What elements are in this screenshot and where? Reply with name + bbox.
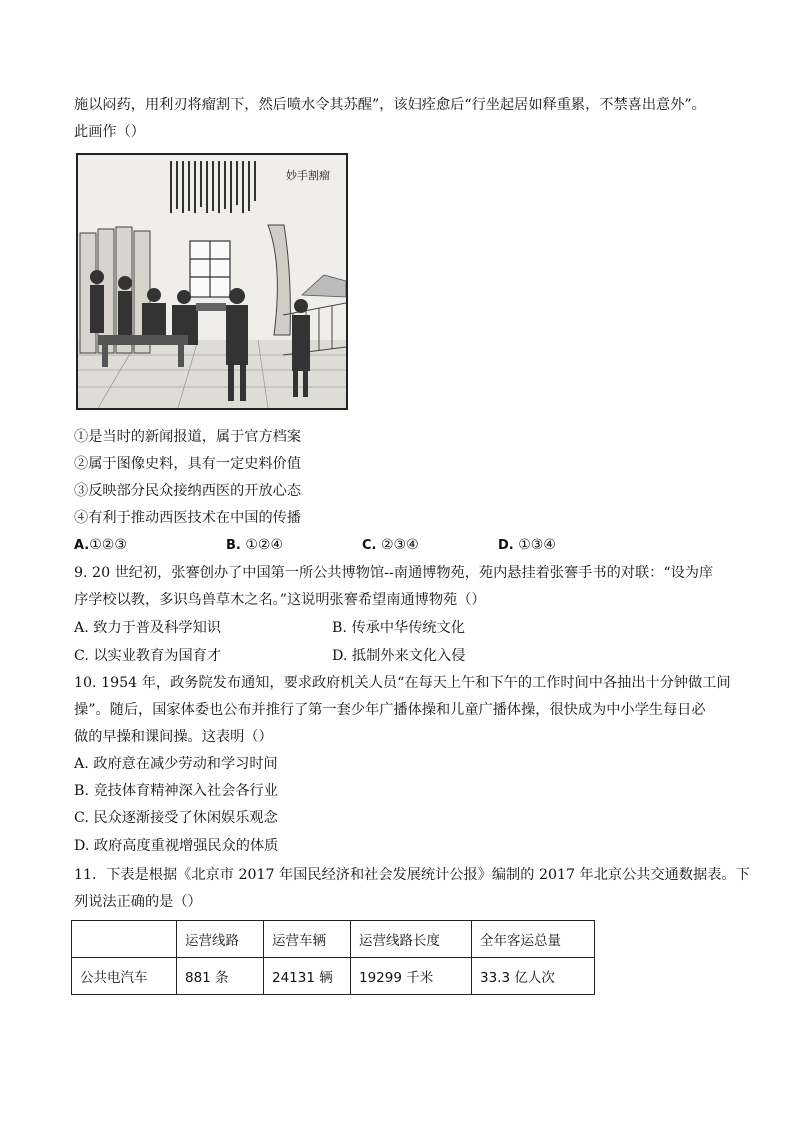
q8-option-c[interactable] (362, 537, 419, 553)
table-row (72, 958, 595, 995)
table-header-cell: 运营线路 (177, 921, 264, 958)
q8-stem-line-2: 此画作（） (74, 124, 145, 140)
figure-caption: 妙手割瘤 (286, 169, 330, 182)
q8-option-b-text: ①②④ (245, 537, 284, 553)
table-cell: 19299 千米 (351, 958, 472, 995)
table-header-cell (72, 921, 177, 958)
q11-stem-line-2: 列说法正确的是（） (74, 894, 202, 910)
q8-option-a-text: ①②③ (89, 537, 127, 553)
q8-option-d[interactable] (498, 537, 556, 553)
q9-option-c[interactable]: C. 以实业教育为国育才 (74, 648, 222, 664)
q11-stem-line-1: 11．下表是根据《北京市 2017 年国民经济和社会发展统计公报》编制的 2017 年北京公共交通数据表。下 (74, 867, 750, 883)
table-cell: 881 条 (177, 958, 264, 995)
q9-option-b[interactable]: B. 传承中华传统文化 (332, 620, 465, 636)
table-cell: 公共电汽车 (72, 958, 177, 995)
q10-stem-line-3: 做的早操和课间操。这表明（） (74, 729, 273, 745)
q10-option-d[interactable]: D. 政府高度重视增强民众的体质 (74, 838, 279, 854)
q10-stem-line-2: 操”。随后，国家体委也公布并推行了第一套少年广播体操和儿童广播体操，很快成为中小学生每日必 (74, 702, 706, 718)
q8-option-a-letter: A. (74, 538, 90, 553)
q8-option-c-letter: C. (362, 538, 377, 553)
transit-data-table (71, 920, 595, 995)
q8-option-b-letter: B. (226, 538, 241, 553)
q10-option-b[interactable]: B. 竞技体育精神深入社会各行业 (74, 783, 278, 799)
q8-statement-4: ④有利于推动西医技术在中国的传播 (74, 510, 302, 526)
q9-option-d[interactable]: D. 抵制外来文化入侵 (332, 648, 466, 664)
q9-stem-line-1: 9. 20 世纪初，张謇创办了中国第一所公共博物馆--南通博物苑，苑内悬挂着张謇手书的对联：“设为庠 (74, 565, 714, 581)
table-cell: 24131 辆 (264, 958, 351, 995)
table-cell: 33.3 亿人次 (472, 958, 595, 995)
q8-option-d-text: ①③④ (518, 537, 556, 553)
q9-option-a[interactable]: A. 致力于普及科学知识 (74, 620, 221, 636)
q8-option-a[interactable] (74, 537, 127, 553)
q10-stem-line-1: 10. 1954 年，政务院发布通知，要求政府机关人员“在每天上午和下午的工作时间中各抽出十分钟做工间 (74, 675, 731, 691)
q8-option-d-letter: D. (498, 538, 514, 553)
q8-stem-line-1: 施以闷药，用利刃将瘤割下，然后喷水令其苏醒”，该妇痊愈后“行坐起居如释重累，不禁喜出意外”。 (74, 97, 706, 113)
historical-illustration (76, 153, 348, 410)
q10-option-c[interactable]: C. 民众逐渐接受了休闲娱乐观念 (74, 810, 278, 826)
q9-stem-line-2: 序学校以教，多识鸟兽草木之名。”这说明张謇希望南通博物苑（） (74, 592, 486, 608)
q10-option-a[interactable]: A. 政府意在减少劳动和学习时间 (74, 756, 278, 772)
table-header-cell: 全年客运总量 (472, 921, 595, 958)
table-header-cell: 运营线路长度 (351, 921, 472, 958)
engraving-drawing (78, 155, 346, 408)
q8-option-b[interactable] (226, 537, 283, 553)
q8-statement-1: ①是当时的新闻报道，属于官方档案 (74, 429, 302, 445)
q8-statement-3: ③反映部分民众接纳西医的开放心态 (74, 483, 302, 499)
q8-option-c-text: ②③④ (381, 537, 419, 553)
table-header-cell: 运营车辆 (264, 921, 351, 958)
table-header-row (72, 921, 595, 958)
q8-statement-2: ②属于图像史料，具有一定史料价值 (74, 456, 302, 472)
